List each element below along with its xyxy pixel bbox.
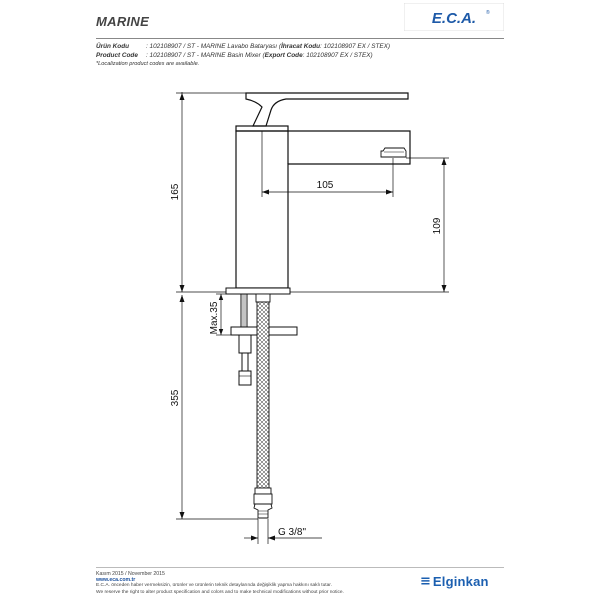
elginkan-mark-icon: ≡ <box>420 573 431 589</box>
elginkan-logo <box>420 574 489 588</box>
footer-date: Kasım 2015 / November 2015 <box>96 571 165 577</box>
product-code-en-label: Product Code <box>96 52 138 59</box>
dim-label-thread: G 3/8" <box>278 527 307 538</box>
dim-label-spout-height: 109 <box>432 217 443 235</box>
footer-divider <box>96 567 504 568</box>
dim-label-spout-reach: 105 <box>316 180 334 191</box>
product-code-tr-value: : 102108907 / ST - MARINE Lavabo Bataryası ( <box>146 43 281 50</box>
export-code-en-label: Export Code <box>264 52 303 59</box>
footer-notes <box>96 571 344 596</box>
dim-label-height: 165 <box>170 183 181 201</box>
logo-registered-mark: ® <box>486 10 490 16</box>
footer-website-link[interactable]: www.eca.com.tr <box>96 577 136 584</box>
dim-label-max-thickness: Max.35 <box>209 301 220 335</box>
product-code-en-value: : 102108907 / ST - MARINE Basin Mixer ( <box>146 52 265 59</box>
product-title: MARINE <box>96 14 150 29</box>
export-code-tr-value: : 102108907 EX / STEX) <box>320 43 391 50</box>
export-code-en-value: : 102108907 EX / STEX) <box>302 52 373 59</box>
dimension-labels <box>170 180 443 538</box>
elginkan-brand-name: Elginkan <box>432 573 489 589</box>
localization-note: *Localization product codes are available. <box>96 61 200 67</box>
flexible-hose <box>254 294 272 518</box>
footer-disclaimer-en: We reserve the right to alter product specification and colors and to make technical modifications without prior notice. <box>96 589 344 595</box>
dim-label-hose-length: 355 <box>170 389 181 407</box>
export-code-tr-label: İhracat Kodu <box>280 43 321 50</box>
product-code-tr-label: Ürün Kodu <box>96 43 130 50</box>
logo-text: E.C.A. <box>431 10 477 27</box>
footer-disclaimer-tr: E.C.A. önceden haber vermeksizin, ürünler ve ürünlerin teknik detaylarında değişiklik yapma hakkını saklı tutar. <box>96 583 332 589</box>
